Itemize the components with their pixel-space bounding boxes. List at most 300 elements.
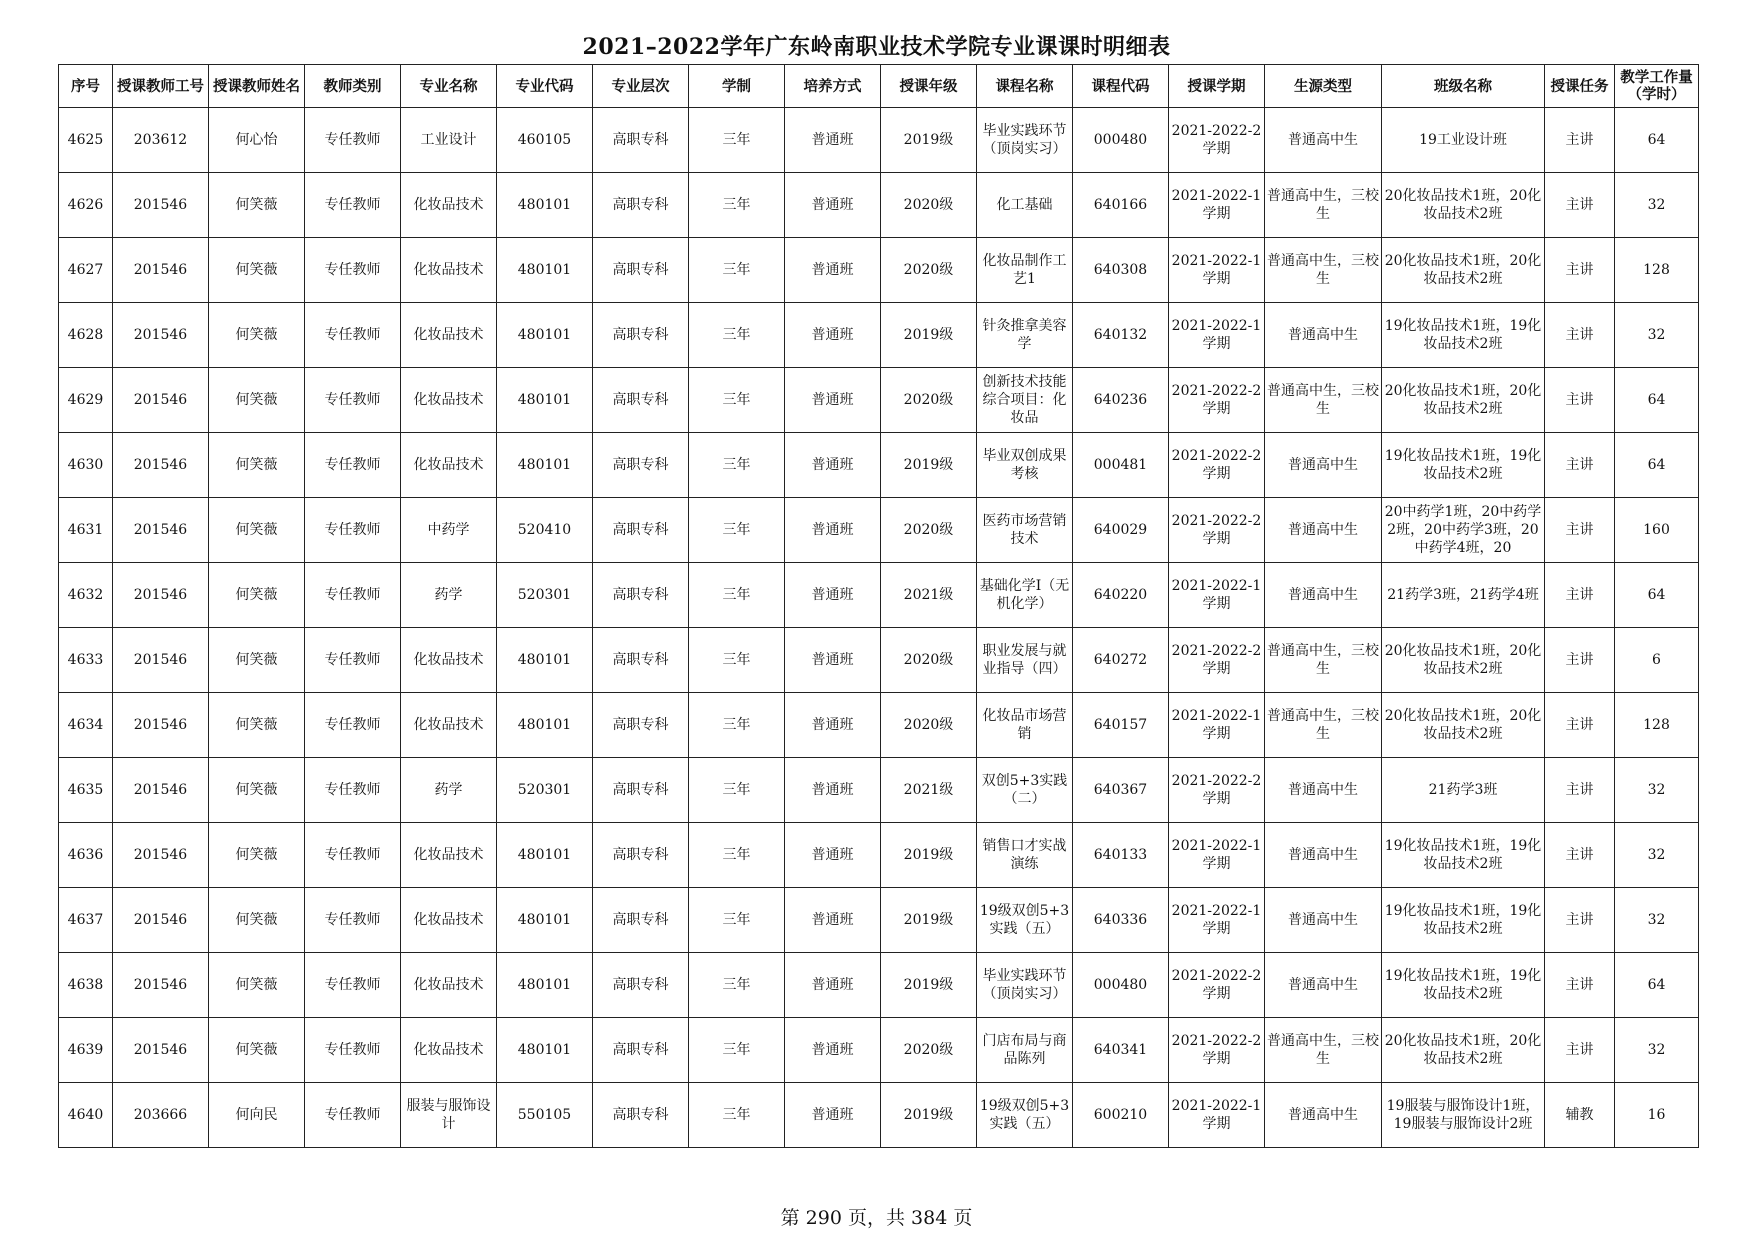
table-cell: [593, 303, 689, 368]
table-cell: [1073, 108, 1169, 173]
cell-text: 三年: [722, 977, 751, 993]
table-cell: [401, 238, 497, 303]
table-cell: [1382, 823, 1545, 888]
table-cell: [401, 498, 497, 563]
header-cell: 授课教师工号: [113, 65, 209, 108]
table-cell: [497, 1018, 593, 1083]
cell-text: 服装与服饰设计: [406, 1098, 491, 1132]
table-cell: [113, 693, 209, 758]
cell-text: 化妆品技术: [413, 1042, 484, 1058]
cell-text: 三年: [722, 262, 751, 278]
cell-text: 201546: [133, 392, 188, 408]
table-cell: [689, 368, 785, 433]
table-cell: [785, 758, 881, 823]
table-cell: [401, 823, 497, 888]
table-cell: [593, 693, 689, 758]
table-row: [59, 628, 1699, 693]
table-cell: [209, 368, 305, 433]
cell-text: 4627: [67, 262, 104, 278]
table-cell: [401, 368, 497, 433]
table-cell: [209, 108, 305, 173]
cell-text: 何笑薇: [235, 457, 278, 473]
table-cell: [113, 1083, 209, 1148]
cell-text: 何笑薇: [235, 847, 278, 863]
cell-text: 何笑薇: [235, 522, 278, 538]
table-cell: [401, 758, 497, 823]
cell-text: 高职专科: [612, 1107, 669, 1123]
table-cell: [59, 1018, 113, 1083]
cell-text: 2019级: [903, 327, 954, 343]
cell-text: 普通高中生: [1288, 457, 1358, 473]
cell-text: 20化妆品技术1班，20化妆品技术2班: [1384, 708, 1542, 742]
cell-text: 640166: [1093, 197, 1148, 213]
table-cell: [113, 563, 209, 628]
table-cell: [593, 1083, 689, 1148]
table-cell: [59, 758, 113, 823]
cell-text: 2019级: [903, 977, 954, 993]
cell-text: 20化妆品技术1班，20化妆品技术2班: [1384, 188, 1542, 222]
cell-text: 4633: [67, 652, 104, 668]
table-cell: [1169, 238, 1265, 303]
table-cell: [785, 173, 881, 238]
table-cell: [113, 108, 209, 173]
table-cell: [1615, 433, 1699, 498]
table-cell: [401, 303, 497, 368]
table-cell: [977, 888, 1073, 953]
table-cell: [593, 498, 689, 563]
header-cell: 授课年级: [881, 65, 977, 108]
table-cell: [497, 498, 593, 563]
cell-text: 520301: [517, 587, 572, 603]
table-cell: [1073, 368, 1169, 433]
table-cell: [1615, 823, 1699, 888]
table-cell: [1265, 368, 1382, 433]
cell-text: 高职专科: [612, 977, 669, 993]
table-cell: [113, 238, 209, 303]
table-cell: [881, 368, 977, 433]
table-cell: [785, 888, 881, 953]
cell-text: 2021-2022-1学期: [1171, 578, 1262, 612]
cell-text: 4629: [67, 392, 104, 408]
table-cell: [1615, 303, 1699, 368]
table-cell: [1073, 498, 1169, 563]
table-cell: [305, 563, 401, 628]
cell-text: 550105: [517, 1107, 572, 1123]
table-cell: [305, 953, 401, 1018]
table-cell: [1265, 823, 1382, 888]
table-cell: [1382, 433, 1545, 498]
table-cell: [1545, 953, 1615, 1018]
cell-text: 2021级: [903, 587, 954, 603]
cell-text: 520410: [517, 522, 572, 538]
table-cell: [305, 433, 401, 498]
table-cell: [1382, 1083, 1545, 1148]
table-cell: [1073, 693, 1169, 758]
cell-text: 三年: [722, 457, 751, 473]
cell-text: 2019级: [903, 132, 954, 148]
table-cell: [209, 953, 305, 1018]
table-cell: [1545, 368, 1615, 433]
table-row: [59, 1083, 1699, 1148]
table-cell: [305, 1083, 401, 1148]
cell-text: 4630: [67, 457, 104, 473]
cell-text: 19化妆品技术1班，19化妆品技术2班: [1384, 838, 1542, 872]
cell-text: 基础化学I（无机化学）: [979, 578, 1070, 612]
cell-text: 何笑薇: [235, 1042, 278, 1058]
table-cell: [689, 108, 785, 173]
cell-text: 高职专科: [612, 522, 669, 538]
cell-text: 专任教师: [324, 197, 381, 213]
table-cell: [209, 303, 305, 368]
cell-text: 针灸推拿美容学: [982, 318, 1067, 352]
table-cell: [1073, 303, 1169, 368]
table-cell: [497, 368, 593, 433]
cell-text: 2021-2022-2学期: [1171, 1033, 1262, 1067]
cell-text: 主讲: [1565, 652, 1594, 668]
header-cell: 培养方式: [785, 65, 881, 108]
cell-text: 201546: [133, 977, 188, 993]
table-cell: [497, 628, 593, 693]
table-cell: [881, 563, 977, 628]
cell-text: 480101: [517, 1042, 572, 1058]
cell-text: 19化妆品技术1班，19化妆品技术2班: [1384, 448, 1542, 482]
header-cell: 生源类型: [1265, 65, 1382, 108]
cell-text: 20化妆品技术1班，20化妆品技术2班: [1384, 643, 1542, 677]
cell-text: 普通高中生: [1288, 587, 1358, 603]
table-cell: [209, 888, 305, 953]
table-cell: [1073, 238, 1169, 303]
cell-text: 6: [1652, 652, 1661, 668]
table-cell: [497, 1083, 593, 1148]
cell-text: 普通班: [811, 717, 854, 733]
table-cell: [1615, 693, 1699, 758]
table-cell: [593, 628, 689, 693]
cell-text: 主讲: [1565, 197, 1594, 213]
table-cell: [881, 238, 977, 303]
cell-text: 2019级: [903, 912, 954, 928]
table-cell: [401, 173, 497, 238]
cell-text: 普通班: [811, 262, 854, 278]
cell-text: 三年: [722, 1042, 751, 1058]
table-cell: [1169, 173, 1265, 238]
cell-text: 160: [1643, 522, 1670, 538]
table-cell: [401, 693, 497, 758]
cell-text: 2020级: [903, 262, 954, 278]
cell-text: 2021级: [903, 782, 954, 798]
table-cell: [305, 693, 401, 758]
cell-text: 化妆品技术: [413, 327, 484, 343]
table-cell: [689, 433, 785, 498]
table-cell: [977, 173, 1073, 238]
table-cell: [305, 1018, 401, 1083]
table-cell: [1169, 1083, 1265, 1148]
cell-text: 普通高中生: [1288, 132, 1358, 148]
table-cell: [881, 108, 977, 173]
cell-text: 专任教师: [324, 262, 381, 278]
cell-text: 201546: [133, 197, 188, 213]
cell-text: 19级双创5+3实践（五）: [979, 1098, 1070, 1132]
cell-text: 640157: [1093, 717, 1148, 733]
cell-text: 普通高中生: [1288, 522, 1358, 538]
table-cell: [1073, 563, 1169, 628]
table-cell: [113, 628, 209, 693]
cell-text: 2021-2022-2学期: [1171, 643, 1262, 677]
cell-text: 高职专科: [612, 1042, 669, 1058]
cell-text: 640272: [1093, 652, 1148, 668]
table-cell: [1382, 953, 1545, 1018]
cell-text: 21药学3班: [1428, 782, 1498, 798]
table-cell: [1169, 628, 1265, 693]
cell-text: 4636: [67, 847, 104, 863]
cell-text: 201546: [133, 457, 188, 473]
cell-text: 2021-2022-1学期: [1171, 318, 1262, 352]
cell-text: 主讲: [1565, 977, 1594, 993]
cell-text: 32: [1647, 197, 1666, 213]
table-cell: [59, 433, 113, 498]
cell-text: 何笑薇: [235, 912, 278, 928]
table-cell: [785, 563, 881, 628]
cell-text: 640132: [1093, 327, 1148, 343]
cell-text: 2020级: [903, 717, 954, 733]
header-cell: 学制: [689, 65, 785, 108]
cell-text: 普通高中生，三校生: [1267, 188, 1379, 222]
cell-text: 何笑薇: [235, 587, 278, 603]
cell-text: 19工业设计班: [1419, 132, 1507, 148]
cell-text: 何笑薇: [235, 262, 278, 278]
table-cell: [1545, 108, 1615, 173]
cell-text: 480101: [517, 977, 572, 993]
cell-text: 主讲: [1565, 717, 1594, 733]
cell-text: 4628: [67, 327, 104, 343]
table-cell: [497, 823, 593, 888]
cell-text: 高职专科: [612, 847, 669, 863]
table-cell: [113, 173, 209, 238]
table-cell: [305, 238, 401, 303]
table-cell: [497, 108, 593, 173]
table-cell: [1615, 173, 1699, 238]
table-cell: [59, 238, 113, 303]
cell-text: 普通高中生，三校生: [1267, 383, 1379, 417]
table-cell: [209, 238, 305, 303]
table-cell: [497, 758, 593, 823]
table-cell: [1265, 1018, 1382, 1083]
cell-text: 64: [1647, 132, 1666, 148]
table-cell: [593, 758, 689, 823]
table-cell: [209, 1018, 305, 1083]
cell-text: 520301: [517, 782, 572, 798]
cell-text: 64: [1647, 587, 1666, 603]
table-cell: [977, 498, 1073, 563]
cell-text: 三年: [722, 1107, 751, 1123]
table-cell: [1545, 563, 1615, 628]
cell-text: 专任教师: [324, 132, 381, 148]
table-cell: [209, 823, 305, 888]
cell-text: 640341: [1093, 1042, 1148, 1058]
cell-text: 20中药学1班，20中药学2班，20中药学3班，20中药学4班，20: [1384, 504, 1542, 556]
table-cell: [305, 758, 401, 823]
table-cell: [1382, 1018, 1545, 1083]
cell-text: 普通班: [811, 847, 854, 863]
table-cell: [1073, 628, 1169, 693]
cell-text: 460105: [517, 132, 572, 148]
table-cell: [1265, 758, 1382, 823]
cell-text: 普通班: [811, 977, 854, 993]
table-cell: [1545, 758, 1615, 823]
cell-text: 普通班: [811, 782, 854, 798]
page-number: 第 290 页，共 384 页: [780, 1207, 973, 1229]
table-cell: [59, 693, 113, 758]
cell-text: 化妆品技术: [413, 847, 484, 863]
cell-text: 三年: [722, 132, 751, 148]
cell-text: 专任教师: [324, 1042, 381, 1058]
cell-text: 16: [1647, 1107, 1666, 1123]
cell-text: 4626: [67, 197, 104, 213]
table-cell: [497, 563, 593, 628]
cell-text: 化妆品技术: [413, 977, 484, 993]
cell-text: 毕业实践环节（顶岗实习）: [982, 968, 1067, 1002]
table-cell: [401, 1018, 497, 1083]
table-cell: [689, 1083, 785, 1148]
cell-text: 19化妆品技术1班，19化妆品技术2班: [1384, 968, 1542, 1002]
table-cell: [1169, 693, 1265, 758]
cell-text: 600210: [1093, 1107, 1148, 1123]
table-cell: [1545, 888, 1615, 953]
table-cell: [209, 433, 305, 498]
cell-text: 职业发展与就业指导（四）: [982, 643, 1067, 677]
cell-text: 专任教师: [324, 652, 381, 668]
cell-text: 主讲: [1565, 132, 1594, 148]
cell-text: 专任教师: [324, 522, 381, 538]
table-cell: [1615, 758, 1699, 823]
cell-text: 普通高中生，三校生: [1267, 708, 1379, 742]
cell-text: 64: [1647, 392, 1666, 408]
table-cell: [1545, 303, 1615, 368]
cell-text: 19化妆品技术1班，19化妆品技术2班: [1384, 318, 1542, 352]
cell-text: 203666: [133, 1107, 188, 1123]
cell-text: 三年: [722, 327, 751, 343]
table-cell: [497, 433, 593, 498]
table-row: [59, 368, 1699, 433]
table-cell: [593, 368, 689, 433]
cell-text: 何笑薇: [235, 197, 278, 213]
table-cell: [1615, 238, 1699, 303]
table-cell: [59, 1083, 113, 1148]
table-cell: [1073, 433, 1169, 498]
table-cell: [977, 238, 1073, 303]
table-cell: [785, 628, 881, 693]
table-cell: [113, 498, 209, 563]
cell-text: 销售口才实战演练: [982, 838, 1067, 872]
cell-text: 4638: [67, 977, 104, 993]
cell-text: 高职专科: [612, 197, 669, 213]
cell-text: 普通高中生: [1288, 782, 1358, 798]
table-cell: [977, 1083, 1073, 1148]
cell-text: 高职专科: [612, 912, 669, 928]
cell-text: 创新技术技能综合项目：化妆品: [982, 374, 1067, 426]
cell-text: 专任教师: [324, 782, 381, 798]
table-cell: [1615, 888, 1699, 953]
cell-text: 201546: [133, 652, 188, 668]
table-cell: [1169, 368, 1265, 433]
cell-text: 201546: [133, 912, 188, 928]
table-cell: [881, 1018, 977, 1083]
table-cell: [689, 628, 785, 693]
cell-text: 三年: [722, 912, 751, 928]
cell-text: 2021-2022-2学期: [1171, 968, 1262, 1002]
cell-text: 中药学: [427, 522, 470, 538]
table-cell: [59, 303, 113, 368]
table-cell: [785, 953, 881, 1018]
table-cell: [1545, 693, 1615, 758]
header-cell: 序号: [59, 65, 113, 108]
cell-text: 480101: [517, 652, 572, 668]
cell-text: 64: [1647, 977, 1666, 993]
table-cell: [401, 1083, 497, 1148]
table-cell: [1073, 1083, 1169, 1148]
cell-text: 2021-2022-2学期: [1171, 123, 1262, 157]
table-cell: [785, 238, 881, 303]
cell-text: 高职专科: [612, 782, 669, 798]
table-cell: [593, 953, 689, 1018]
cell-text: 4639: [67, 1042, 104, 1058]
table-cell: [1169, 433, 1265, 498]
cell-text: 640029: [1093, 522, 1148, 538]
header-row: [59, 65, 1699, 108]
header-cell: 课程代码: [1073, 65, 1169, 108]
table-cell: [401, 953, 497, 1018]
cell-text: 普通高中生，三校生: [1267, 643, 1379, 677]
cell-text: 201546: [133, 782, 188, 798]
table-cell: [1615, 563, 1699, 628]
cell-text: 主讲: [1565, 392, 1594, 408]
cell-text: 三年: [722, 847, 751, 863]
table-row: [59, 498, 1699, 563]
cell-text: 高职专科: [612, 132, 669, 148]
table-cell: [1382, 303, 1545, 368]
cell-text: 主讲: [1565, 912, 1594, 928]
cell-text: 640133: [1093, 847, 1148, 863]
cell-text: 普通班: [811, 1042, 854, 1058]
table-cell: [1382, 758, 1545, 823]
table-row: [59, 433, 1699, 498]
cell-text: 普通班: [811, 912, 854, 928]
cell-text: 专任教师: [324, 587, 381, 603]
table-cell: [977, 563, 1073, 628]
table-cell: [1382, 628, 1545, 693]
table-cell: [1545, 173, 1615, 238]
table-cell: [1169, 953, 1265, 1018]
table-cell: [209, 563, 305, 628]
table-row: [59, 888, 1699, 953]
table-cell: [785, 1083, 881, 1148]
table-cell: [1545, 238, 1615, 303]
table-cell: [593, 238, 689, 303]
cell-text: 普通高中生，三校生: [1267, 253, 1379, 287]
table-cell: [785, 498, 881, 563]
cell-text: 专任教师: [324, 912, 381, 928]
table-cell: [785, 1018, 881, 1083]
table-cell: [785, 368, 881, 433]
cell-text: 专任教师: [324, 977, 381, 993]
table-cell: [977, 1018, 1073, 1083]
cell-text: 三年: [722, 652, 751, 668]
table-cell: [401, 433, 497, 498]
table-cell: [113, 953, 209, 1018]
table-cell: [305, 888, 401, 953]
table-cell: [1073, 823, 1169, 888]
table-cell: [59, 628, 113, 693]
cell-text: 三年: [722, 587, 751, 603]
